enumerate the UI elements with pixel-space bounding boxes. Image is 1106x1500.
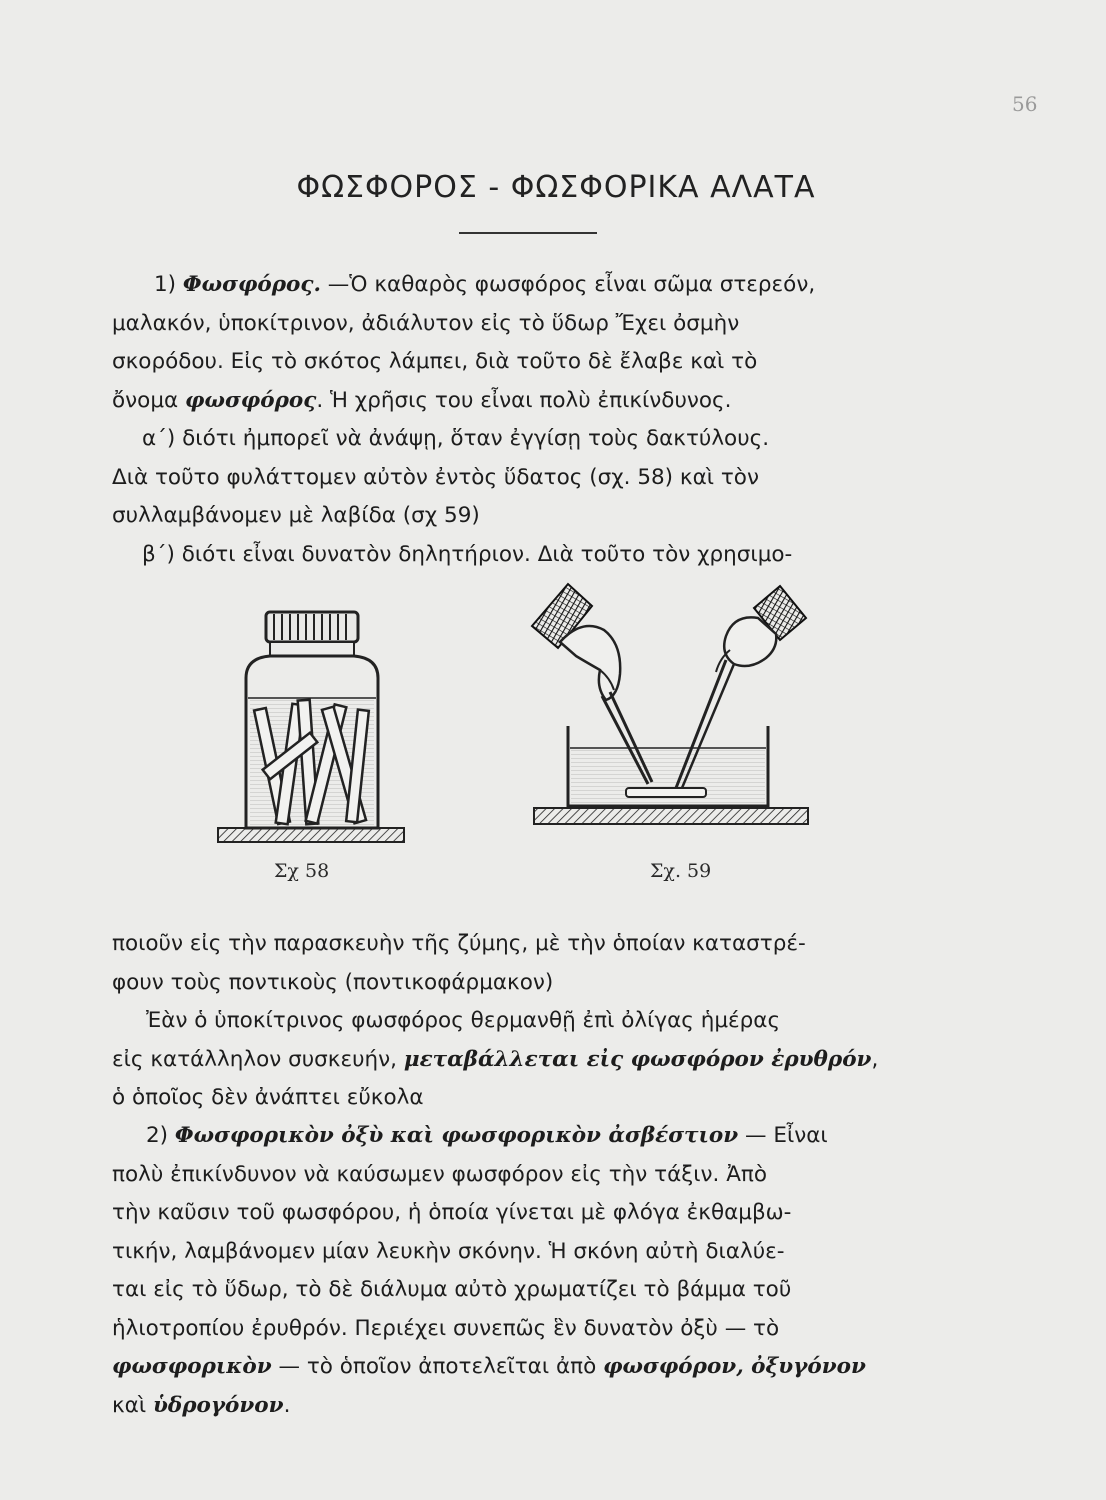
- section-2-line-1: [112, 1117, 962, 1156]
- term-phosphorus: φωσφόρος: [185, 387, 317, 413]
- section-1-cont-line-4: [112, 1041, 962, 1080]
- section-2-line-2: πολὺ ἐπικίνδυνον νὰ καύσωμεν φωσφόρον εἰς τὴν τάξιν. Ἀπὸ: [112, 1161, 767, 1187]
- section-2-heading: Φωσφορικὸν ὀξὺ καὶ φωσφορικὸν ἀσβέστιον: [174, 1123, 739, 1148]
- section-1-number: 1): [154, 272, 183, 297]
- section-2-line-3: τὴν καῦσιν τοῦ φωσφόρου, ἡ ὁποία γίνεται μὲ φλόγα ἐκθαμβω-: [112, 1200, 792, 1225]
- section-2-line-8-text-b: .: [283, 1392, 291, 1418]
- section-2-line-8: [112, 1387, 962, 1426]
- section-2-line-7: [112, 1348, 962, 1387]
- section-2-line-8-text-a: καὶ: [112, 1392, 153, 1418]
- section-1-cont-line-3: Ἐὰν ὁ ὑποκίτρινος φωσφόρος θερμανθῇ ἐπὶ ὀλίγας ἡμέρας: [146, 1008, 781, 1033]
- section-2-line-6: ἡλιοτροπίου ἐρυθρόν. Περιέχει συνεπῶς ἓν δυνατὸν ὀξὺ — τὸ: [112, 1315, 780, 1341]
- section-2-text: [112, 1117, 962, 1425]
- page-title: ΦΩΣΦΟΡΟΣ - ΦΩΣΦΟΡΙΚΑ ΑΛΑΤΑ: [296, 170, 816, 205]
- figure-58-jar-illustration: [210, 600, 410, 850]
- section-1-cont-line-5: ὁ ὁποῖος δὲν ἀνάπτει εὔκολα: [112, 1085, 424, 1110]
- section-1-line-1: [112, 266, 962, 305]
- cont-line-4-text-b: ,: [871, 1046, 879, 1072]
- line-4-text-a: ὄνομα: [112, 387, 186, 413]
- section-1-line-1-text: —Ὁ καθαρὸς φωσφόρος εἶναι σῶμα στερεόν,: [320, 272, 816, 297]
- section-2-line-7-text: — τὸ ὁποῖον ἀποτελεῖται ἀπὸ: [271, 1354, 604, 1379]
- section-1-text: [112, 266, 962, 574]
- term-phosphorus-oxygen: φωσφόρον, ὀξυγόνον: [603, 1354, 866, 1379]
- section-1-line-8: β΄) διότι εἶναι δυνατὸν δηλητήριον. Διὰ τοῦτο τὸν χρησιμο-: [142, 541, 793, 567]
- section-2-line-1-text: — Εἶναι: [738, 1123, 828, 1148]
- section-1-line-6: Διὰ τοῦτο φυλάττομεν αὐτὸν ἐντὸς ὕδατος (σχ. 58) καὶ τὸν: [112, 464, 759, 490]
- term-red-phosphorus: μεταβάλλεται εἰς φωσφόρον ἐρυθρόν: [403, 1046, 872, 1072]
- section-1-line-7: συλλαμβάνομεν μὲ λαβίδα (σχ 59): [112, 503, 480, 528]
- title-underline: [459, 232, 597, 234]
- figure-59-caption: Σχ. 59: [650, 860, 712, 882]
- line-4-text-b: . Ἡ χρῆσις του εἶναι πολὺ ἐπικίνδυνος.: [316, 387, 732, 413]
- section-1-cont-line-2: φουν τοὺς ποντικοὺς (ποντικοφάρμακον): [112, 969, 554, 995]
- term-hydrogen: ὑδρογόνον: [152, 1392, 284, 1418]
- section-2-line-5: ται εἰς τὸ ὕδωρ, τὸ δὲ διάλυμα αὐτὸ χρωματίζει τὸ βάμμα τοῦ: [112, 1277, 792, 1302]
- section-1-heading: Φωσφόρος.: [182, 272, 321, 297]
- term-phosphoric-acid: φωσφορικὸν: [112, 1354, 272, 1379]
- section-1-line-4: [112, 382, 962, 421]
- figure-58-caption: Σχ 58: [274, 860, 330, 882]
- cont-line-4-text-a: εἰς κατάλληλον συσκευήν,: [112, 1046, 404, 1072]
- section-2-number: 2): [146, 1123, 175, 1148]
- section-2-line-4: τικήν, λαμβάνομεν μίαν λευκὴν σκόνην. Ἡ σκόνη αὐτὴ διαλύε-: [112, 1238, 785, 1264]
- section-1-line-3: σκορόδου. Εἰς τὸ σκότος λάμπει, διὰ τοῦτο δὲ ἔλαβε καὶ τὸ: [112, 349, 758, 374]
- section-1-cont-line-1: ποιοῦν εἰς τὴν παρασκευὴν τῆς ζύμης, μὲ τὴν ὁποίαν καταστρέ-: [112, 931, 806, 956]
- figure-59-tongs-illustration: [530, 578, 810, 840]
- section-1-continued-text: [112, 925, 962, 1118]
- section-1-line-2: μαλακόν, ὑποκίτρινον, ἀδιάλυτον εἰς τὸ ὕδωρ Ἔχει ὀσμὴν: [112, 310, 740, 336]
- section-1-line-5: α΄) διότι ἠμπορεῖ νὰ ἀνάψῃ, ὅταν ἐγγίσῃ τοὺς δακτύλους.: [142, 426, 770, 451]
- page-number: 56: [1012, 92, 1038, 116]
